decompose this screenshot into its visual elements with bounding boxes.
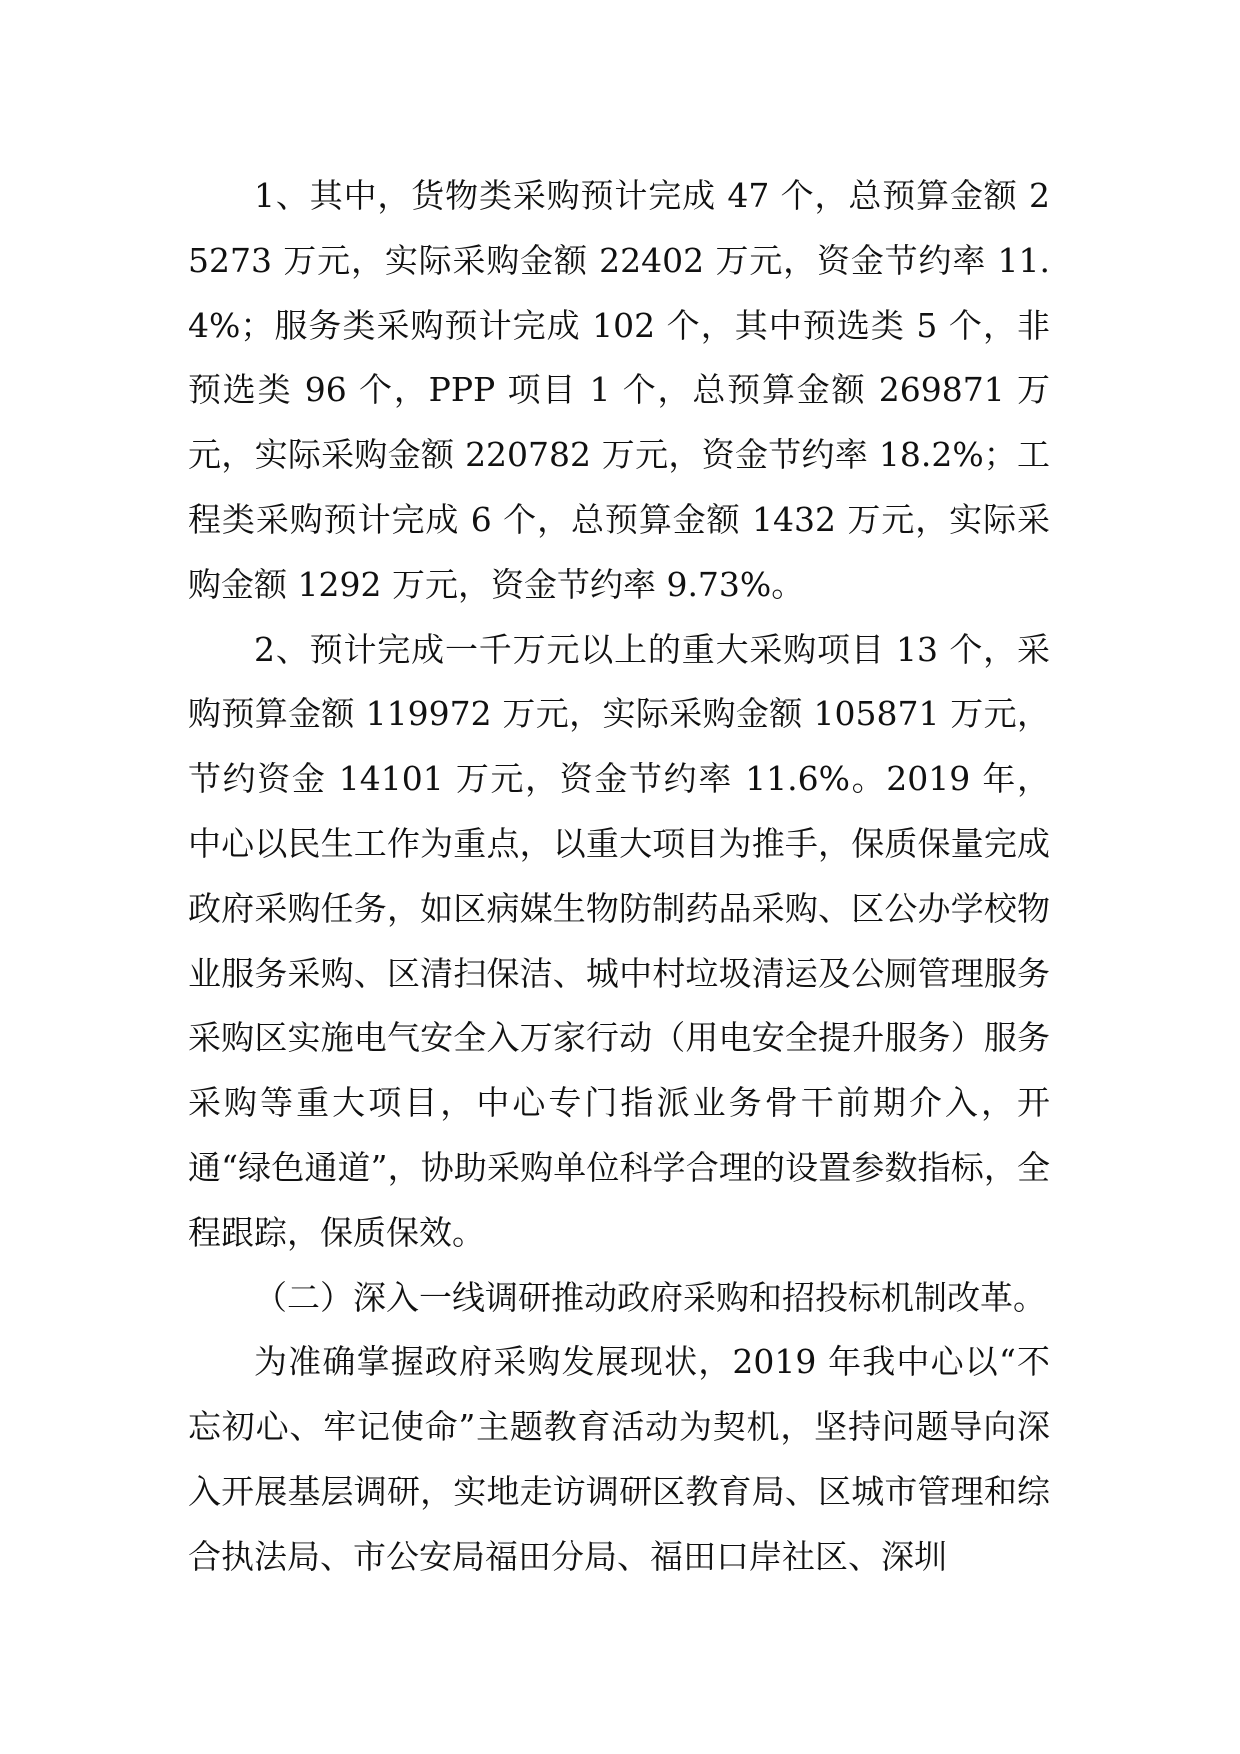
paragraph-major-projects: 2、预计完成一千万元以上的重大采购项目 13 个，采购预算金额 119972 万元，实际采购金额 105871 万元，节约资金 14101 万元，资金节约率 11.6%。2019 年，中心以民生工作为重点，以重大项目为推手，保质保量完成政府采购任务，如区病媒生物防制药品采购、区公办学校物业服务采购、区清扫保洁、城中村垃圾清运及公厕管理服务采购区实施电气安全入万家行动（用电安全提升服务）服务采购等重大项目，中心专门指派业务骨干前期介入，开通“绿色通道”，协助采购单位科学合理的设置参数指标，全程跟踪，保质保效。 [188, 629, 1050, 1252]
document-body [188, 164, 1050, 1590]
paragraph-research: 为准确掌握政府采购发展现状，2019 年我中心以“不忘初心、牢记使命”主题教育活动为契机，坚持问题导向深入开展基层调研，实地走访调研区教育局、区城市管理和综合执法局、市公安局福田分局、福田口岸社区、深圳 [188, 1342, 1050, 1576]
paragraph-goods-services-works: 1、其中，货物类采购预计完成 47 个，总预算金额 25273 万元，实际采购金额 22402 万元，资金节约率 11.4%；服务类采购预计完成 102 个，其中预选类 5 个，非预选类 96 个，PPP 项目 1 个，总预算金额 269871 万元，实际采购金额 220782 万元，资金节约率 18.2%；工程类采购预计完成 6 个，总预算金额 1432 万元，实际采购金额 1292 万元，资金节约率 9.73%。 [188, 176, 1050, 604]
section-heading: （二）深入一线调研推动政府采购和招投标机制改革。 [254, 1277, 1046, 1317]
